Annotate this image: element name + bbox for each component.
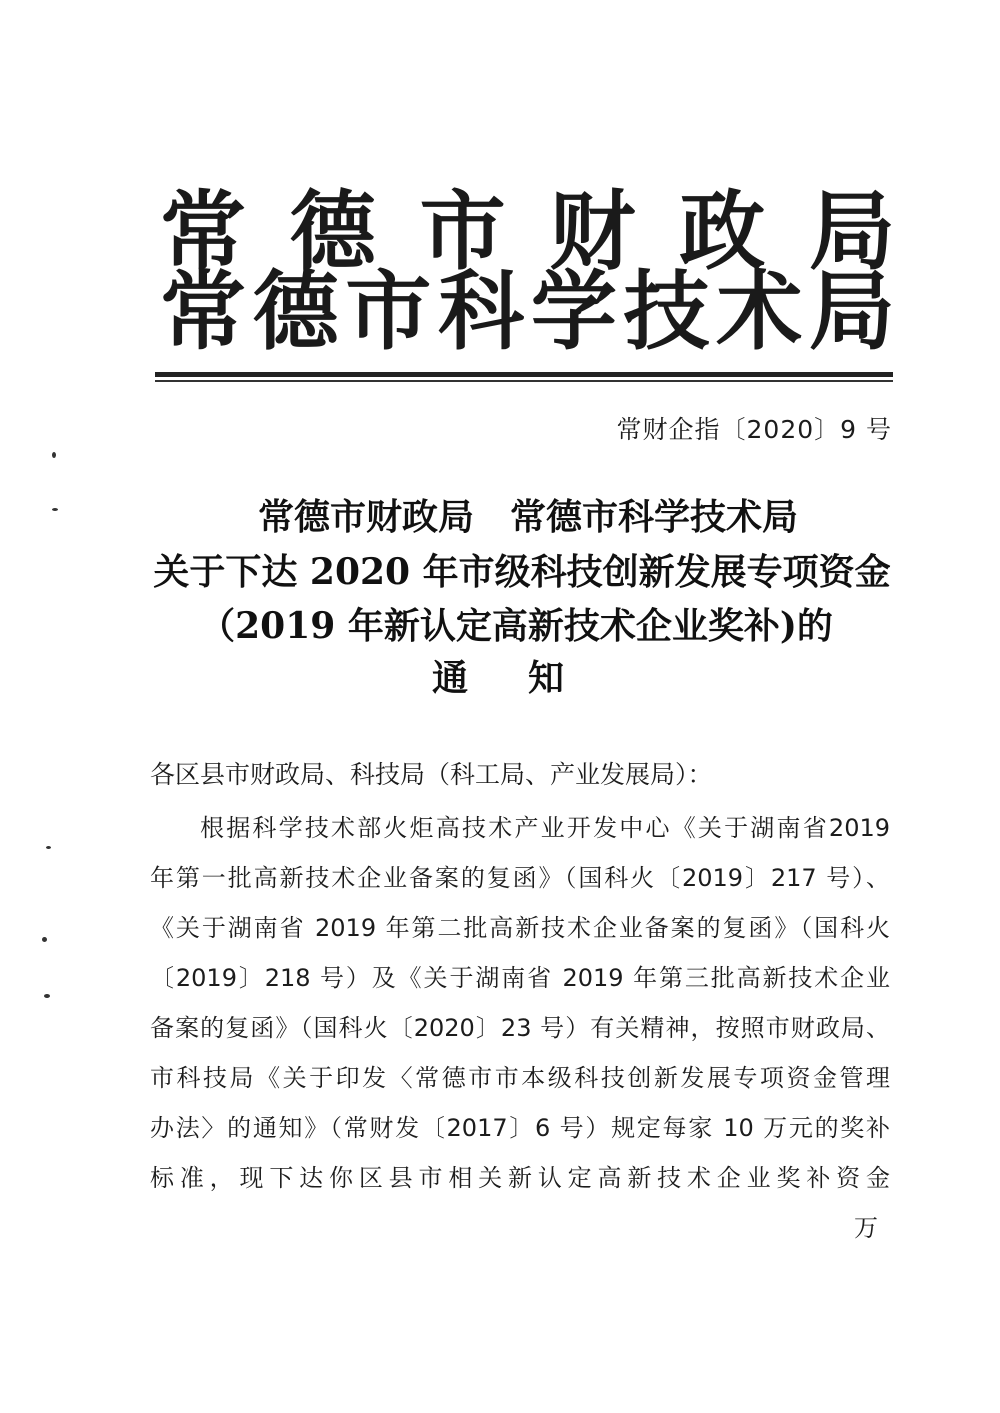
masthead-char: 科 xyxy=(438,261,525,362)
masthead-char: 技 xyxy=(623,261,710,362)
title-subject: 关于下达 2020 年市级科技创新发展专项资金 xyxy=(153,551,891,593)
body-text-line: 办法〉的通知》（常财发〔2017〕6 号）规定每家 10 万元的奖补 xyxy=(150,1114,890,1142)
masthead-issuer-science xyxy=(160,262,895,362)
masthead-char: 市 xyxy=(419,181,506,282)
masthead-char: 术 xyxy=(716,261,803,362)
document-number: 常财企指〔2020〕9 号 xyxy=(616,415,892,444)
masthead-char: 学 xyxy=(530,261,617,362)
masthead-char: 常 xyxy=(160,181,246,282)
body-text-line: 标准，现下达你区县市相关新认定高新技术企业奖补资金 xyxy=(150,1164,890,1192)
body-text-line: 《关于湖南省 2019 年第二批高新技术企业备案的复函》（国科火 xyxy=(150,914,890,942)
masthead-char: 局 xyxy=(808,181,895,282)
masthead-char: 市 xyxy=(345,261,432,362)
masthead-char: 财 xyxy=(549,181,636,282)
scan-speck xyxy=(52,508,58,511)
body-text-line: 备案的复函》（国科火〔2020〕23 号）有关精神，按照市财政局、 xyxy=(150,1014,890,1042)
masthead-char: 政 xyxy=(679,181,766,282)
body-text-line: 〔2019〕218 号）及《关于湖南省 2019 年第三批高新技术企业 xyxy=(150,964,890,992)
body-text-line: 年第一批高新技术企业备案的复函》（国科火〔2019〕217 号）、 xyxy=(150,864,890,892)
title-notice: 通知 xyxy=(431,657,624,699)
masthead-char: 局 xyxy=(808,261,895,362)
title-subject-detail: （2019 年新认定高新技术企业奖补)的 xyxy=(199,605,833,647)
masthead-char: 德 xyxy=(252,261,339,362)
scan-speck xyxy=(42,937,47,942)
masthead-divider-thin xyxy=(155,380,893,382)
body-text-fragment: 万 xyxy=(854,1214,878,1242)
scan-speck xyxy=(46,846,51,849)
body-text-line: 市科技局《关于印发〈常德市市本级科技创新发展专项资金管理 xyxy=(150,1064,890,1092)
addressee: 各区县市财政局、科技局（科工局、产业发展局）： xyxy=(150,760,713,789)
masthead-divider-thick xyxy=(155,372,893,377)
scan-speck xyxy=(44,994,50,998)
masthead-char: 常 xyxy=(160,261,246,362)
body-text-line: 根据科学技术部火炬高技术产业开发中心《关于湖南省2019 xyxy=(200,814,890,842)
title-issuers: 常德市财政局 常德市科学技术局 xyxy=(257,496,798,538)
masthead-char: 德 xyxy=(289,181,376,282)
scan-speck xyxy=(52,452,56,458)
